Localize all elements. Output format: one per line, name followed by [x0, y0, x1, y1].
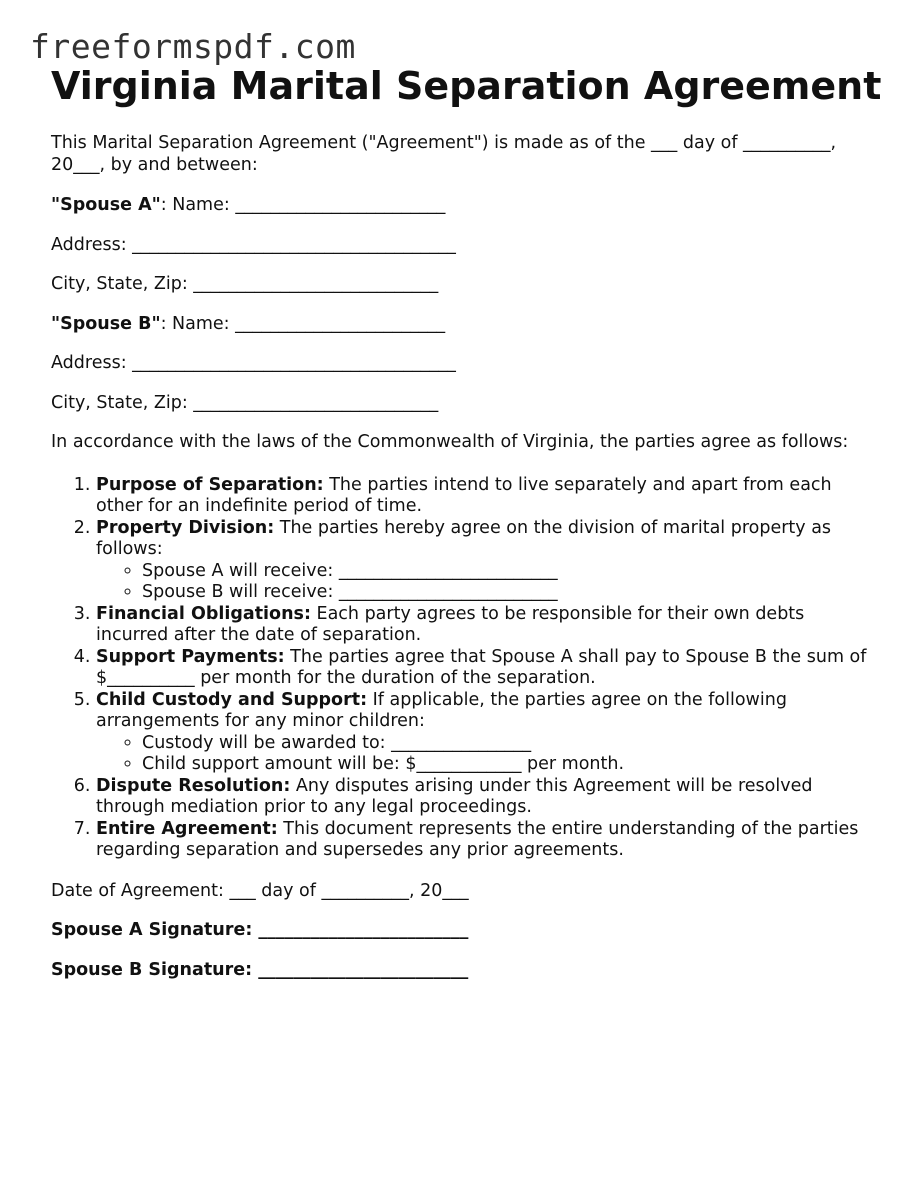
sub-list-item: ◦ Child support amount will be: $____________ per month.	[142, 754, 876, 776]
intro-paragraph: This Marital Separation Agreement ("Agreement") is made as of the ___ day of __________, 20___, by and between:	[51, 133, 837, 175]
spouse-a-address-field: Address: _____________________________________	[51, 234, 456, 255]
spouse-a-signature-line: Spouse A Signature: ________________________	[51, 920, 469, 940]
item-title: Financial Obligations:	[96, 603, 311, 624]
spouse-b-name-text: : Name: ________________________	[160, 313, 446, 334]
list-item	[96, 475, 876, 518]
sub-list-item: ◦ Spouse A will receive: _________________________	[142, 561, 876, 583]
spouse-b-address-field: Address: _____________________________________	[51, 353, 456, 373]
spouse-b-city-field: City, State, Zip: ____________________________	[51, 392, 439, 413]
list-item	[96, 819, 876, 862]
spouse-b-name-field	[51, 314, 876, 336]
item-title: Purpose of Separation:	[96, 474, 324, 495]
item-text: If applicable, the parties agree on the following arrangements for any minor children:	[96, 689, 787, 731]
item-text: The parties intend to live separately and apart from each other for an indefinite period of time.	[96, 474, 832, 516]
item-title: Support Payments:	[96, 646, 285, 667]
terms-list	[51, 475, 876, 862]
item-text: This document represents the entire understanding of the parties regarding separation and supersedes any prior agreements.	[96, 818, 859, 860]
spouse-b-label: "Spouse B"	[51, 313, 161, 334]
list-item	[96, 604, 876, 647]
spouse-a-name-field	[51, 195, 876, 217]
list-item	[96, 776, 876, 819]
item-title: Child Custody and Support:	[96, 689, 368, 710]
document-body	[51, 133, 876, 999]
item-title: Dispute Resolution:	[96, 775, 291, 796]
sub-list-item: ◦ Spouse B will receive: _________________________	[142, 582, 876, 604]
list-item	[96, 518, 876, 604]
sub-list	[96, 733, 876, 776]
document-title: Virginia Marital Separation Agreement	[51, 64, 882, 108]
item-text: Each party agrees to be responsible for their own debts incurred after the date of separation.	[96, 603, 805, 645]
item-text: The parties hereby agree on the division of marital property as follows:	[96, 517, 832, 559]
spouse-a-name-text: : Name: ________________________	[160, 195, 446, 215]
spouse-b-signature-line: Spouse B Signature: ________________________	[51, 959, 469, 980]
spouse-a-city-field: City, State, Zip: ____________________________	[51, 274, 439, 294]
item-text: Any disputes arising under this Agreement will be resolved through mediation prior to any legal proceedings.	[96, 775, 813, 817]
item-title: Property Division:	[96, 517, 275, 538]
list-item	[96, 690, 876, 776]
item-text: The parties agree that Spouse A shall pay to Spouse B the sum of $__________ per month for the duration of the separation.	[96, 646, 867, 688]
item-title: Entire Agreement:	[96, 818, 278, 839]
sub-list-item: ◦ Custody will be awarded to: ________________	[142, 733, 876, 755]
spouse-a-label: "Spouse A"	[51, 195, 161, 215]
date-of-agreement-line: Date of Agreement: ___ day of __________, 20___	[51, 880, 469, 901]
list-item	[96, 647, 876, 690]
lead-in-paragraph: In accordance with the laws of the Commonwealth of Virginia, the parties agree as follows:	[51, 432, 849, 452]
sub-list	[96, 561, 876, 604]
watermark: freeformspdf.com	[30, 27, 356, 66]
